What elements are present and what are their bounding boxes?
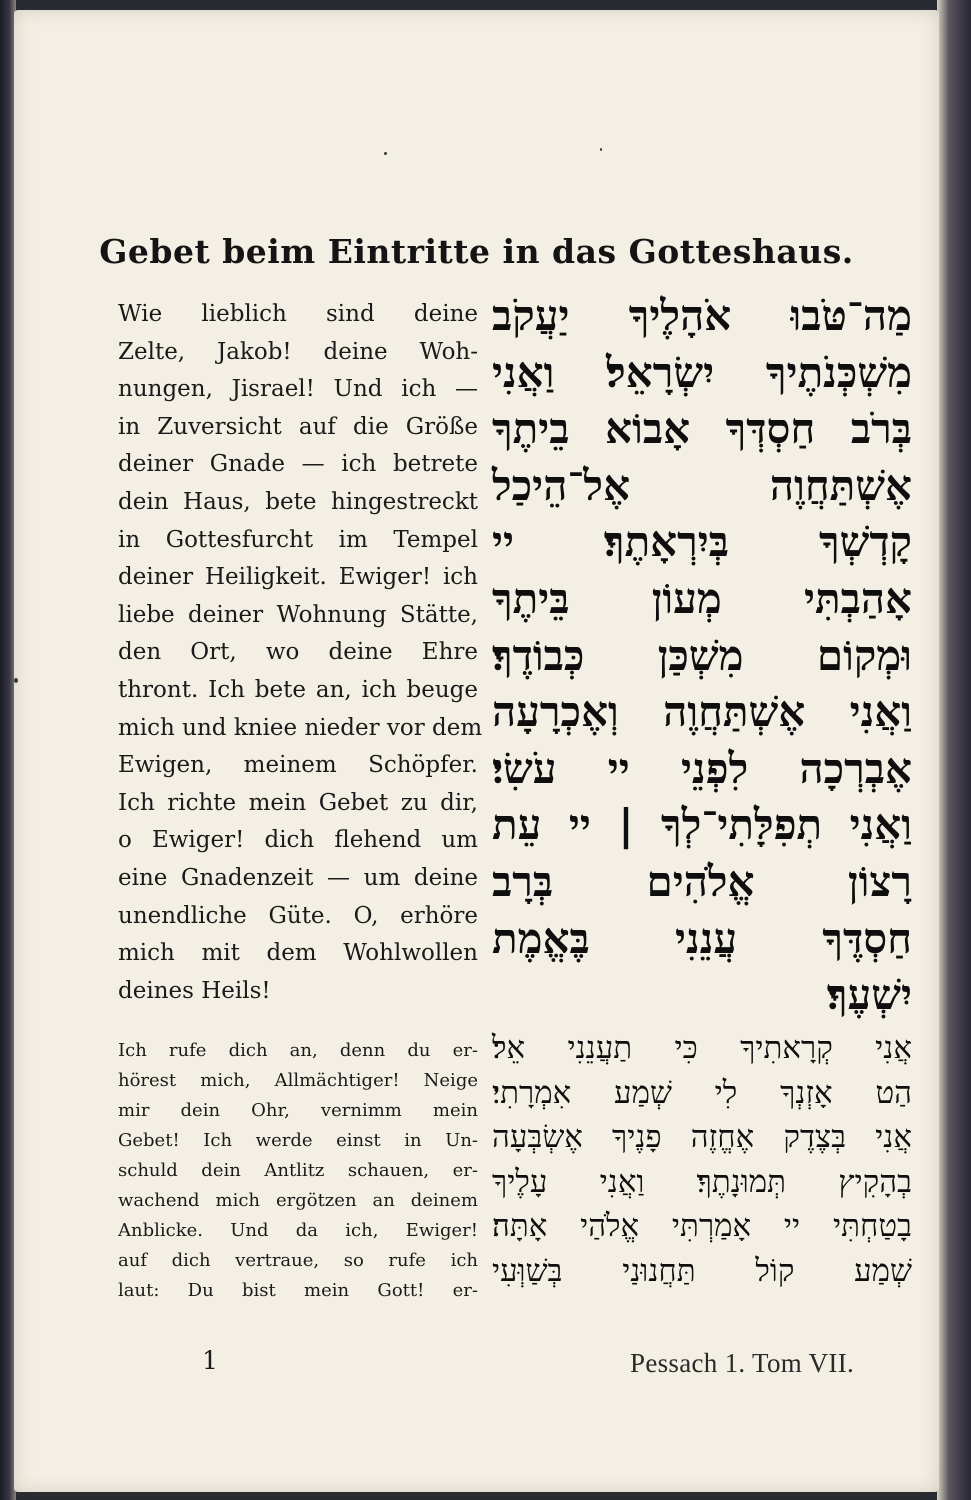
hebrew-small-line: שְׁמַע קוֹל תַּחֲנוּנַי בְּשַׁוְּעִי (492, 1252, 912, 1289)
signature-mark: Pessach 1. Tom VII. (630, 1348, 855, 1378)
hebrew-main-text (492, 288, 912, 1024)
german-line: in Zuversicht auf die Größe (118, 413, 478, 440)
german-main-text (118, 296, 483, 1010)
hebrew-line: אֶבְרְכָה לִפְנֵי יי עֹשִׂי׃ (492, 743, 912, 793)
hebrew-line: וּמְקוֹם מִשְׁכַּן כְּבוֹדֶךָ׃ (492, 630, 912, 680)
german-small-line: Gebet! Ich werde einst in Un- (118, 1130, 478, 1151)
german-line: mich mit dem Wohlwollen (118, 940, 478, 967)
hebrew-line: מִשְׁכְּנֹתֶיךָ יִשְׂרָאֵל׃ וַאֲנִי (492, 347, 912, 397)
paper-speck (384, 152, 387, 155)
german-small-line: Anblicke. Und da ich, Ewiger! (118, 1220, 478, 1241)
german-line: in Gottesfurcht im Tempel (118, 526, 478, 553)
hebrew-line: וַאֲנִי תְפִלָּתִי־לְךָ | יי עֵת (492, 800, 912, 850)
hebrew-text-column (492, 288, 912, 1289)
page-stack-edge (937, 0, 971, 1500)
german-line: den Ort, wo deine Ehre (118, 639, 478, 666)
hebrew-line: אֶשְׁתַּחֲוֶה אֶל־הֵיכַל (492, 460, 912, 510)
book-page (14, 10, 939, 1492)
hebrew-line: יִשְׁעֶךָ׃ (826, 970, 912, 1020)
german-line: unendliche Güte. O, erhöre (118, 902, 478, 929)
hebrew-line: מַה־טֹּבוּ אֹהָלֶיךָ יַעֲקֹב (492, 291, 912, 340)
german-translation-column (118, 296, 483, 1301)
german-line: dein Haus, bete hingestreckt (118, 488, 478, 515)
paper-speck (600, 148, 602, 151)
german-small-line: auf dich vertraue, so rufe ich (118, 1250, 478, 1271)
hebrew-small-line: אֲנִי קְרָאתִיךָ כִּי תַעֲנֵנִי אֵל׃ (492, 1030, 912, 1066)
hebrew-small-line: בָטַחְתִּי יי אָמַרְתִּי אֱלֹהַי אָתָּה׃ (492, 1208, 912, 1244)
german-line: Ewigen, meinem Schöpfer. (118, 752, 478, 779)
german-line: Wie lieblich sind deine (118, 301, 478, 327)
hebrew-line: קָדְשְׁךָ בְּיִרְאָתֶךָ׃ יי (492, 517, 912, 567)
hebrew-line: בְּרֹב חַסְדְּךָ אָבוֹא בֵיתֶךָ (492, 404, 912, 454)
german-line: nungen, Jisrael! Und ich — (118, 376, 478, 403)
hebrew-small-text (492, 1026, 912, 1293)
german-line: eine Gnadenzeit — um deine (118, 864, 478, 891)
german-line: Zelte, Jakob! deine Woh- (118, 338, 478, 365)
german-small-line: schuld dein Antlitz schauen, er- (118, 1160, 478, 1181)
german-small-line: laut: Du bist mein Gott! er- (118, 1280, 478, 1301)
german-line: thront. Ich bete an, ich beuge (118, 676, 478, 703)
german-line: o Ewiger! dich flehend um (118, 827, 478, 854)
prayer-title: Gebet beim Eintritte in das Gotteshaus. (99, 232, 854, 271)
german-line: deines Heils! (118, 977, 271, 1004)
german-line: deiner Gnade — ich betrete (118, 451, 478, 478)
german-line: liebe deiner Wohnung Stätte, (118, 601, 478, 628)
german-small-text (118, 1036, 478, 1306)
german-small-line: mir dein Ohr, vernimm mein (118, 1100, 478, 1121)
hebrew-line: אָהַבְתִּי מְעוֹן בֵּיתֶךָ (492, 573, 912, 623)
hebrew-line: רָצוֹן אֱלֹהִים בְּרָב (492, 856, 912, 906)
hebrew-line: חַסְדֶּךָ עֲנֵנִי בֶּאֱמֶת (492, 913, 912, 963)
hebrew-small-line: אֲנִי בְּצֶדֶק אֶחֱזֶה פָנֶיךָ אֶשְׂבְּעָה (492, 1119, 912, 1155)
hebrew-small-line: בְהָקִיץ תְּמוּנָתֶךָ׃ וַאֲנִי עָלֶיךָ (492, 1163, 912, 1200)
german-small-line: Ich rufe dich an, denn du er- (118, 1040, 478, 1061)
page-number: 1 (202, 1346, 218, 1375)
hebrew-line: וַאֲנִי אֶשְׁתַּחֲוֶה וְאֶכְרָעָה (492, 687, 912, 737)
hebrew-small-line: הַט אָזְנְךָ לִי שְׁמַע אִמְרָתִי׃ (492, 1074, 912, 1111)
german-small-line: hörest mich, Allmächtiger! Neige (118, 1070, 478, 1091)
german-line: Ich richte mein Gebet zu dir, (118, 789, 478, 816)
german-line: mich und kniee nieder vor dem (118, 714, 483, 741)
german-line: deiner Heiligkeit. Ewiger! ich (118, 564, 478, 591)
german-small-line: wachend mich ergötzen an deinem (118, 1190, 478, 1211)
paper-speck (14, 678, 18, 683)
